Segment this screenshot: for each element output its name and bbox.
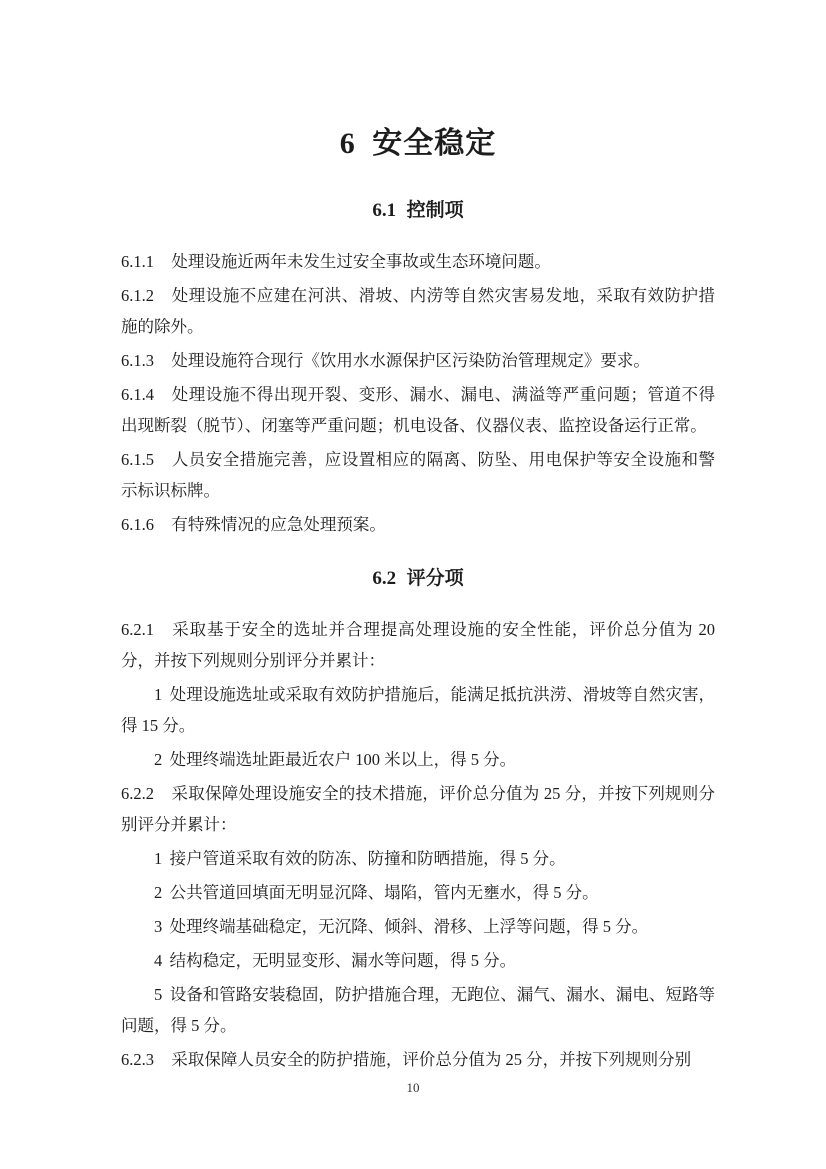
page-number: 10 <box>406 1080 420 1095</box>
item-number: 6.1.3 <box>121 351 154 370</box>
subitem-text: 处理终端选址距最近农户 100 米以上，得 5 分。 <box>169 750 517 769</box>
subitem-6-2-2-3 <box>121 911 715 942</box>
item-number: 6.2.2 <box>121 784 154 803</box>
chapter-name: 安全稳定 <box>372 127 497 160</box>
item-text: 采取基于安全的选址并合理提高处理设施的安全性能，评价总分值为 20 分，并按下列规则分别评分并累计： <box>121 620 715 670</box>
item-6-2-3 <box>121 1044 715 1075</box>
subitem-number: 5 <box>154 985 163 1004</box>
item-6-1-2 <box>121 280 715 342</box>
subitem-6-2-2-1 <box>121 843 715 874</box>
subitem-6-2-2-4 <box>121 945 715 976</box>
subitem-number: 4 <box>154 951 163 970</box>
item-text: 处理设施不应建在河洪、滑坡、内涝等自然灾害易发地，采取有效防护措施的除外。 <box>121 286 715 336</box>
item-6-1-3 <box>121 345 715 376</box>
item-6-1-6 <box>121 509 715 540</box>
section-heading-6-1 <box>121 197 715 225</box>
section-number: 6.1 <box>372 200 397 221</box>
section-heading-6-2 <box>121 565 715 593</box>
item-text: 采取保障处理设施安全的技术措施，评价总分值为 25 分，并按下列规则分别评分并累计： <box>121 784 715 834</box>
chapter-number: 6 <box>339 127 356 160</box>
item-6-1-1 <box>121 246 715 277</box>
subitem-number: 2 <box>154 883 163 902</box>
subitem-text: 处理设施选址或采取有效防护措施后，能满足抵抗洪涝、滑坡等自然灾害，得 15 分。 <box>121 685 715 735</box>
subitem-text: 公共管道回填面无明显沉降、塌陷，管内无壅水，得 5 分。 <box>169 883 599 902</box>
item-number: 6.1.5 <box>121 450 154 469</box>
subitem-text: 接户管道采取有效的防冻、防撞和防晒措施，得 5 分。 <box>169 849 566 868</box>
subitem-text: 设备和管路安装稳固，防护措施合理，无跑位、漏气、漏水、漏电、短路等问题，得 5 分。 <box>121 985 715 1035</box>
subitem-6-2-1-1 <box>121 679 715 741</box>
item-number: 6.1.4 <box>121 385 154 404</box>
item-text: 处理设施近两年未发生过安全事故或生态环境问题。 <box>171 252 551 271</box>
item-6-1-5 <box>121 444 715 506</box>
subitem-6-2-2-5 <box>121 979 715 1041</box>
subitem-number: 2 <box>154 750 163 769</box>
chapter-title <box>121 124 715 164</box>
subitem-number: 3 <box>154 917 163 936</box>
item-6-2-1 <box>121 614 715 676</box>
item-number: 6.1.1 <box>121 252 154 271</box>
item-text: 处理设施符合现行《饮用水水源保护区污染防治管理规定》要求。 <box>171 351 650 370</box>
section-6-2-body <box>121 614 715 1075</box>
item-number: 6.1.2 <box>121 286 154 305</box>
subitem-text: 结构稳定，无明显变形、漏水等问题，得 5 分。 <box>169 951 517 970</box>
subitem-number: 1 <box>154 685 163 704</box>
section-name: 评分项 <box>406 568 464 589</box>
subitem-6-2-1-2 <box>121 744 715 775</box>
subitem-text: 处理终端基础稳定，无沉降、倾斜、滑移、上浮等问题，得 5 分。 <box>169 917 649 936</box>
section-name: 控制项 <box>406 200 464 221</box>
section-number: 6.2 <box>372 568 397 589</box>
subitem-number: 1 <box>154 849 163 868</box>
item-text: 有特殊情况的应急处理预案。 <box>171 515 386 534</box>
item-number: 6.2.3 <box>121 1050 154 1069</box>
item-text: 采取保障人员安全的防护措施，评价总分值为 25 分，并按下列规则分别 <box>171 1050 692 1069</box>
item-number: 6.2.1 <box>121 620 154 639</box>
item-6-2-2 <box>121 778 715 840</box>
item-number: 6.1.6 <box>121 515 154 534</box>
subitem-6-2-2-2 <box>121 877 715 908</box>
item-6-1-4 <box>121 379 715 441</box>
document-page <box>121 0 715 1169</box>
item-text: 处理设施不得出现开裂、变形、漏水、漏电、满溢等严重问题；管道不得出现断裂（脱节）、闭塞等严重问题；机电设备、仪器仪表、监控设备运行正常。 <box>121 385 715 435</box>
section-6-1-body <box>121 246 715 540</box>
item-text: 人员安全措施完善，应设置相应的隔离、防坠、用电保护等安全设施和警示标识标牌。 <box>121 450 715 500</box>
